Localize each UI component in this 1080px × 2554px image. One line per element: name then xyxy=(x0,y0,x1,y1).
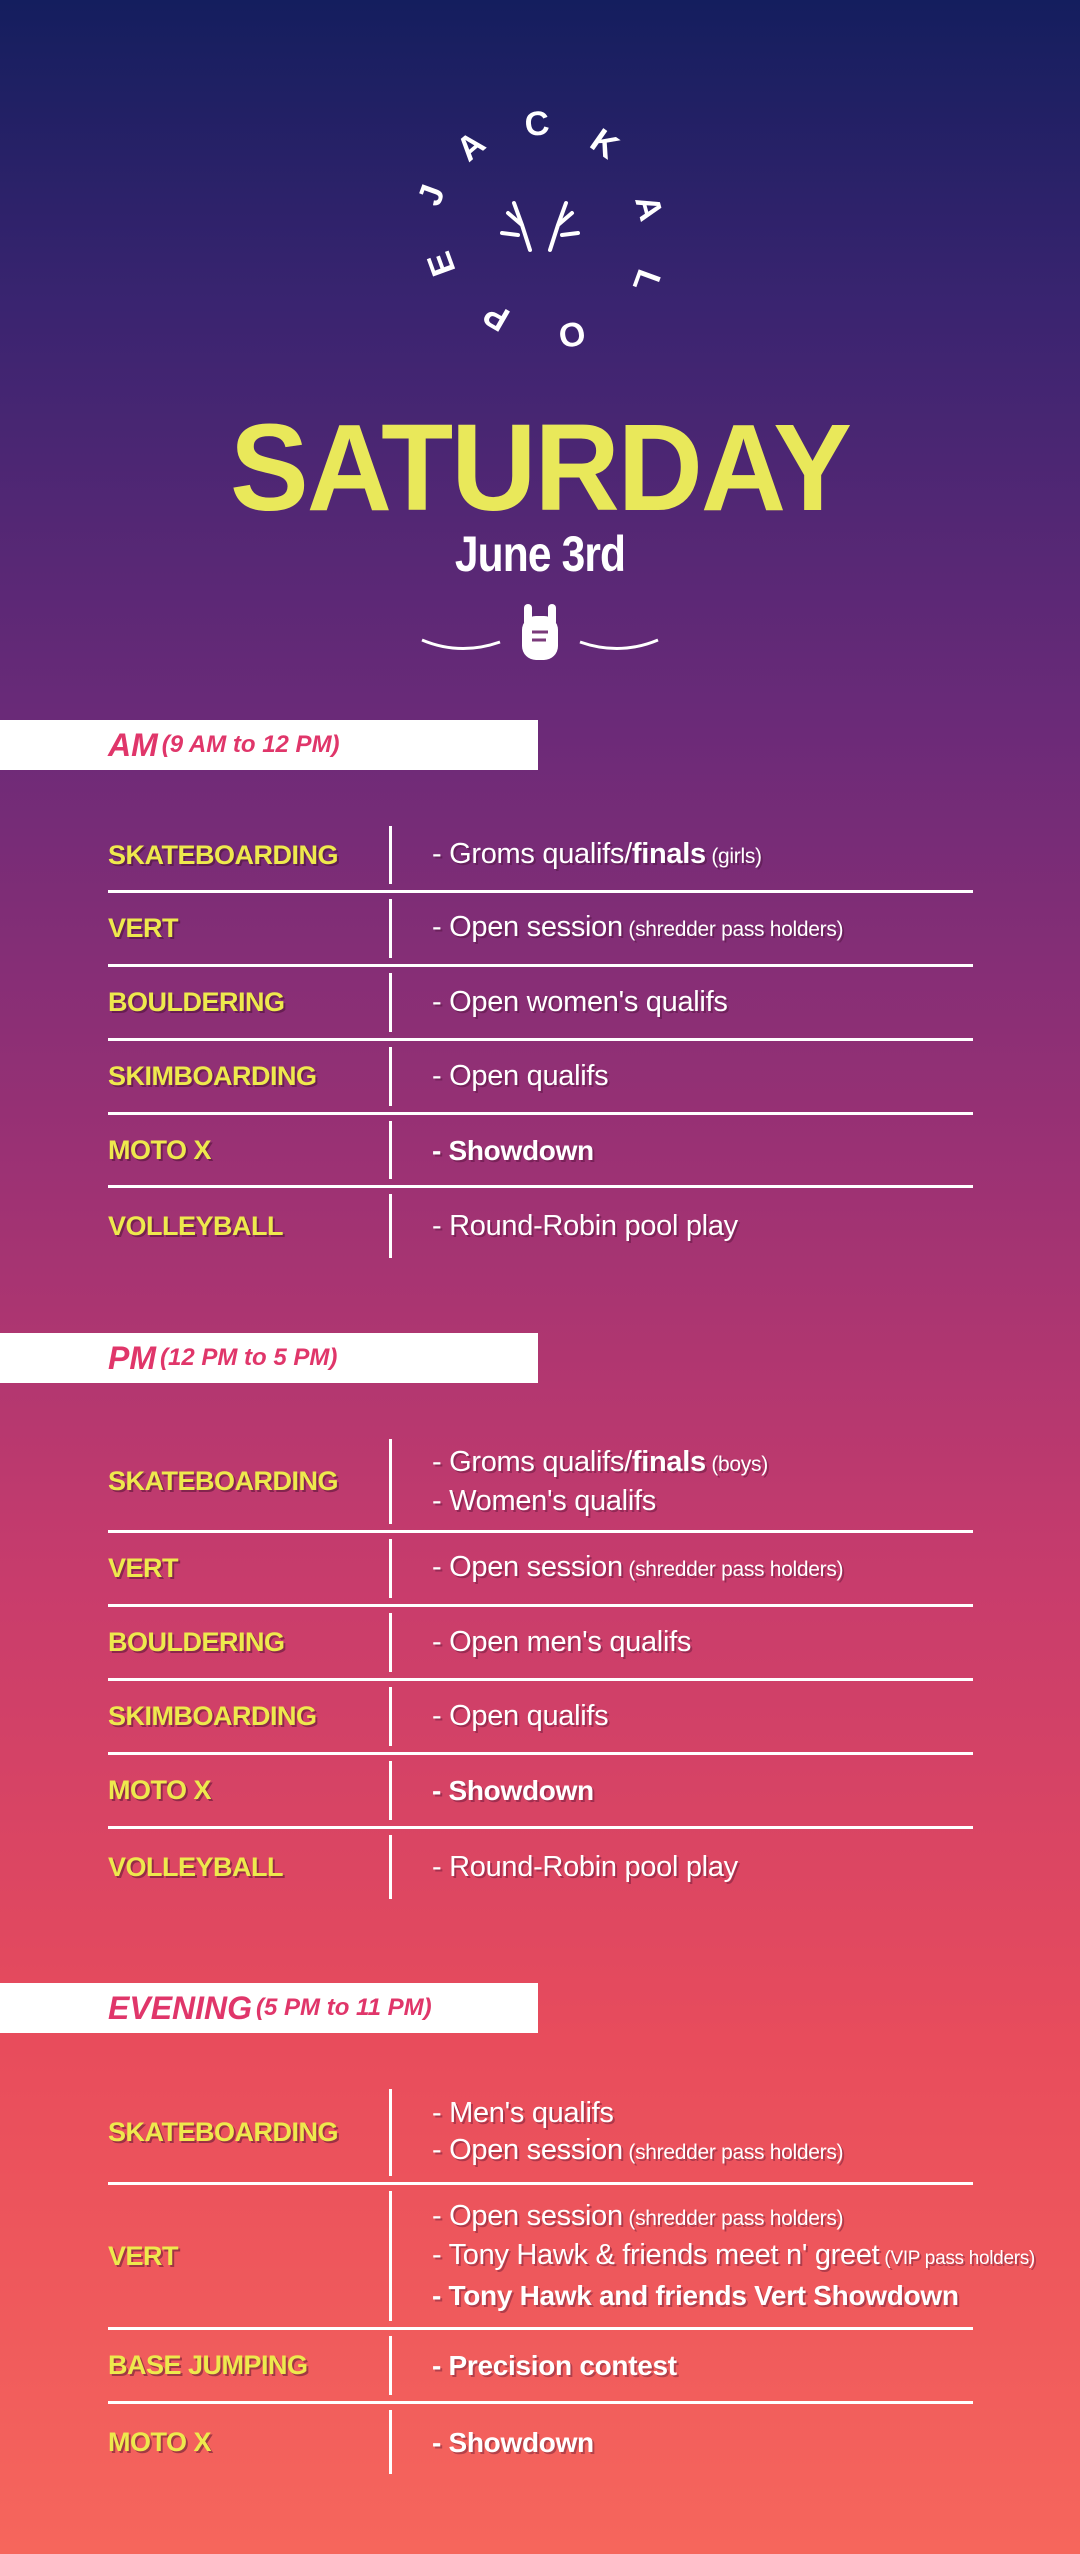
logo-letter: J xyxy=(410,179,453,211)
event-list xyxy=(392,1849,738,1886)
event-list xyxy=(392,1132,594,1169)
event-line: - Women's qualifs xyxy=(432,1484,656,1517)
sport-name: VOLLEYBALL xyxy=(108,1194,392,1258)
sport-name: SKIMBOARDING xyxy=(108,1047,392,1106)
event-line: - Open session (shredder pass holders) xyxy=(432,911,844,943)
event-list xyxy=(392,1208,738,1245)
event-list xyxy=(392,1772,594,1809)
antlers-icon xyxy=(502,203,578,250)
sport-name: MOTO X xyxy=(108,1121,392,1179)
event-line: - Showdown xyxy=(432,1134,594,1166)
event-line: - Open session (shredder pass holders) xyxy=(432,2133,844,2166)
table-row xyxy=(108,1533,973,1607)
event-line: - Men's qualifs xyxy=(432,2096,614,2129)
sport-name: SKATEBOARDING xyxy=(108,1439,392,1524)
sport-name: VOLLEYBALL xyxy=(108,1835,392,1899)
event-line: - Precision contest xyxy=(432,2350,677,2381)
jackalope-logo-graphic xyxy=(390,85,690,385)
event-line: - Round-Robin pool play xyxy=(432,1209,738,1242)
event-list xyxy=(392,984,728,1021)
table-row xyxy=(108,1115,973,1188)
table-row xyxy=(108,1041,973,1115)
logo-letter: K xyxy=(583,121,626,167)
section-time: (5 PM to 11 PM) xyxy=(256,1994,432,2021)
section-name: PM xyxy=(108,1339,156,1376)
sport-name: SKATEBOARDING xyxy=(108,826,392,884)
logo-letter: C xyxy=(523,104,551,145)
logo-letter: E xyxy=(419,246,464,281)
schedule-table-pm xyxy=(108,1433,973,1905)
section-banner-am xyxy=(0,720,538,770)
table-row xyxy=(108,1607,973,1681)
day-title: SATURDAY xyxy=(230,398,850,538)
table-row xyxy=(108,820,973,893)
event-line: - Open women's qualifs xyxy=(432,986,728,1018)
jackalope-logo xyxy=(390,85,690,385)
sport-name: VERT xyxy=(108,1539,392,1598)
event-line: - Tony Hawk and friends Vert Showdown xyxy=(432,2280,959,2311)
sport-name: SKATEBOARDING xyxy=(108,2089,392,2176)
sport-name: BASE JUMPING xyxy=(108,2336,392,2395)
table-row xyxy=(108,1433,973,1533)
event-line: - Groms qualifs/finals (girls) xyxy=(432,837,762,870)
sport-name: BOULDERING xyxy=(108,973,392,1032)
event-list xyxy=(392,1624,691,1661)
sport-name: VERT xyxy=(108,2191,392,2321)
event-line: - Showdown xyxy=(432,2426,594,2458)
section-time: (9 AM to 12 PM) xyxy=(161,731,340,758)
section-name: EVENING xyxy=(108,1989,253,2026)
event-line: - Round-Robin pool play xyxy=(432,1850,738,1883)
event-line: - Showdown xyxy=(432,1775,594,1806)
sport-name: SKIMBOARDING xyxy=(108,1687,392,1746)
event-line: - Tony Hawk & friends meet n' greet (VIP pass holders) xyxy=(432,2239,1035,2271)
event-line: - Open qualifs xyxy=(432,1700,609,1732)
section-banner-pm xyxy=(0,1333,538,1383)
sport-name: VERT xyxy=(108,899,392,958)
table-row xyxy=(108,1188,973,1264)
event-list xyxy=(392,836,762,875)
rock-hand-icon xyxy=(420,598,660,678)
table-row xyxy=(108,893,973,967)
sport-name: MOTO X xyxy=(108,2410,392,2474)
event-line: - Open session (shredder pass holders) xyxy=(432,2200,844,2232)
section-time: (12 PM to 5 PM) xyxy=(160,1344,338,1371)
table-row xyxy=(108,967,973,1041)
logo-letter: A xyxy=(449,124,493,170)
event-line: - Open qualifs xyxy=(432,1060,609,1092)
sport-name: MOTO X xyxy=(108,1761,392,1820)
schedule-table-am xyxy=(108,820,973,1264)
logo-letter: O xyxy=(555,312,589,355)
event-line: - Groms qualifs/finals (boys) xyxy=(432,1445,768,1478)
table-row xyxy=(108,1755,973,1829)
sport-name: BOULDERING xyxy=(108,1613,392,1672)
section-name: AM xyxy=(108,726,158,763)
event-list xyxy=(392,2095,843,2171)
event-list xyxy=(392,1698,608,1735)
table-row xyxy=(108,2185,1035,2330)
logo-letter: L xyxy=(624,264,668,298)
table-row xyxy=(108,2404,973,2480)
table-row xyxy=(108,2083,973,2185)
logo-letter: A xyxy=(627,191,671,225)
schedule-table-evening xyxy=(108,2083,1035,2480)
table-row xyxy=(108,2330,973,2404)
table-row xyxy=(108,1829,973,1905)
date-subtitle: June 3rd xyxy=(454,526,626,582)
section-banner-evening xyxy=(0,1983,538,2033)
logo-letter: P xyxy=(477,294,516,339)
event-list xyxy=(392,1444,768,1520)
event-list xyxy=(392,1549,843,1588)
event-line: - Open men's qualifs xyxy=(432,1626,692,1658)
event-line: - Open session (shredder pass holders) xyxy=(432,1551,844,1583)
table-row xyxy=(108,1681,973,1755)
event-list xyxy=(392,909,843,948)
event-list xyxy=(392,1058,608,1095)
event-list xyxy=(392,2347,677,2384)
event-list xyxy=(392,2424,594,2461)
event-list xyxy=(392,2198,1035,2314)
